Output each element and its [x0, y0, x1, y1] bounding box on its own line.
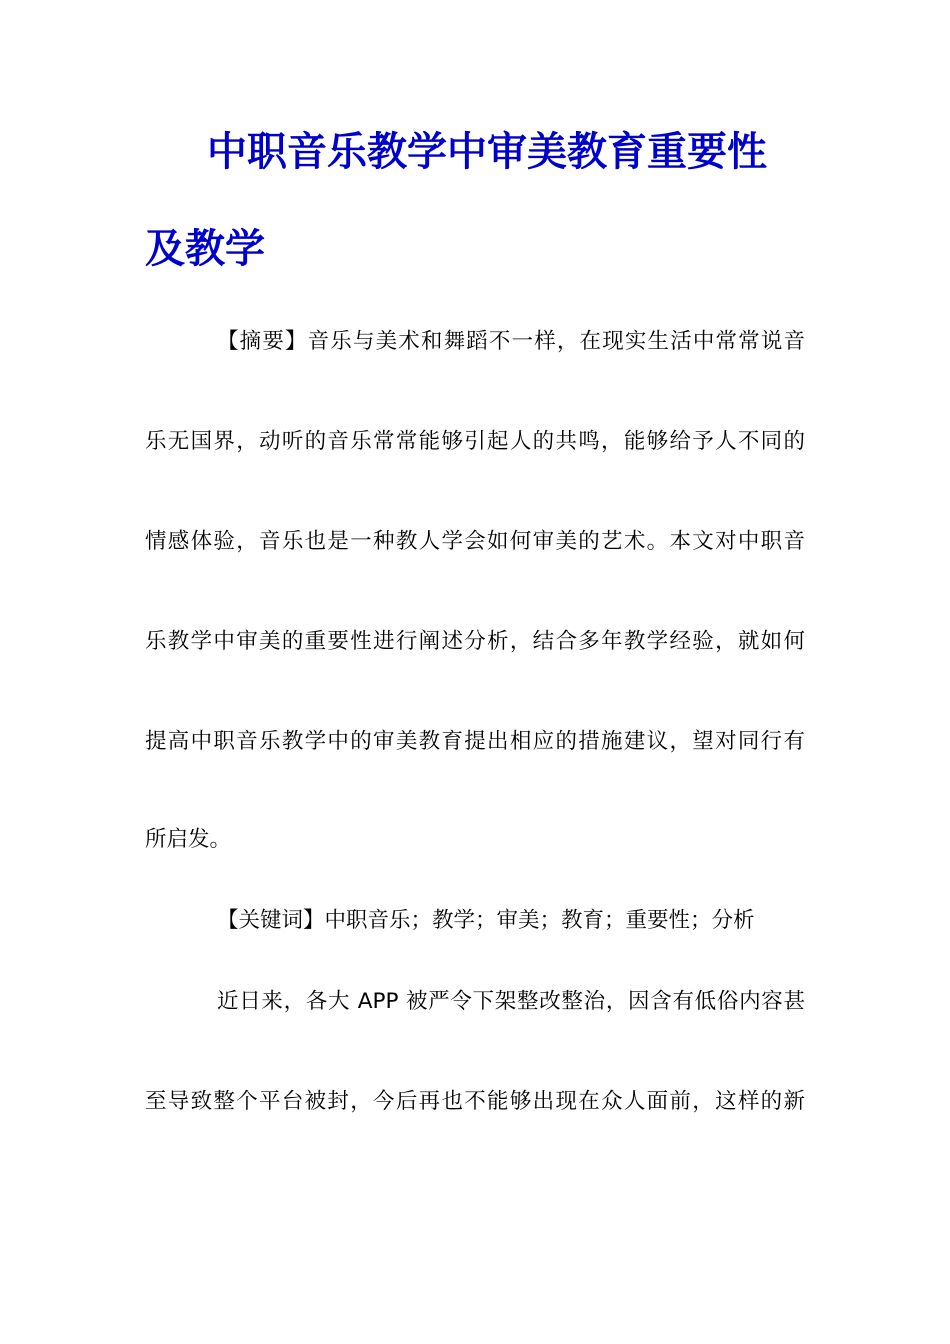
- body-line-2: 至导致整个平台被封，今后再也不能够出现在众人面前，这样的新: [145, 1089, 805, 1114]
- body-line-1: 近日来，各大 APP 被严令下架整改整治，因含有低俗内容甚: [217, 989, 805, 1014]
- abstract-line-4: 乐教学中审美的重要性进行阐述分析，结合多年教学经验，就如何: [145, 629, 805, 654]
- document-title-line-2: 及教学: [145, 226, 265, 272]
- abstract-line-1: 【摘要】音乐与美术和舞蹈不一样，在现实生活中常常说音: [217, 329, 805, 354]
- abstract-line-6: 所启发。: [145, 827, 232, 852]
- abstract-line-2: 乐无国界，动听的音乐常常能够引起人的共鸣，能够给予人不同的: [145, 429, 805, 454]
- document-title-line-1: 中职音乐教学中审美教育重要性: [207, 129, 767, 175]
- abstract-line-3: 情感体验，音乐也是一种教人学会如何审美的艺术。本文对中职音: [145, 529, 805, 554]
- keywords-line: 【关键词】中职音乐；教学；审美；教育；重要性；分析: [217, 908, 755, 933]
- abstract-line-5: 提高中职音乐教学中的审美教育提出相应的措施建议，望对同行有: [145, 729, 805, 754]
